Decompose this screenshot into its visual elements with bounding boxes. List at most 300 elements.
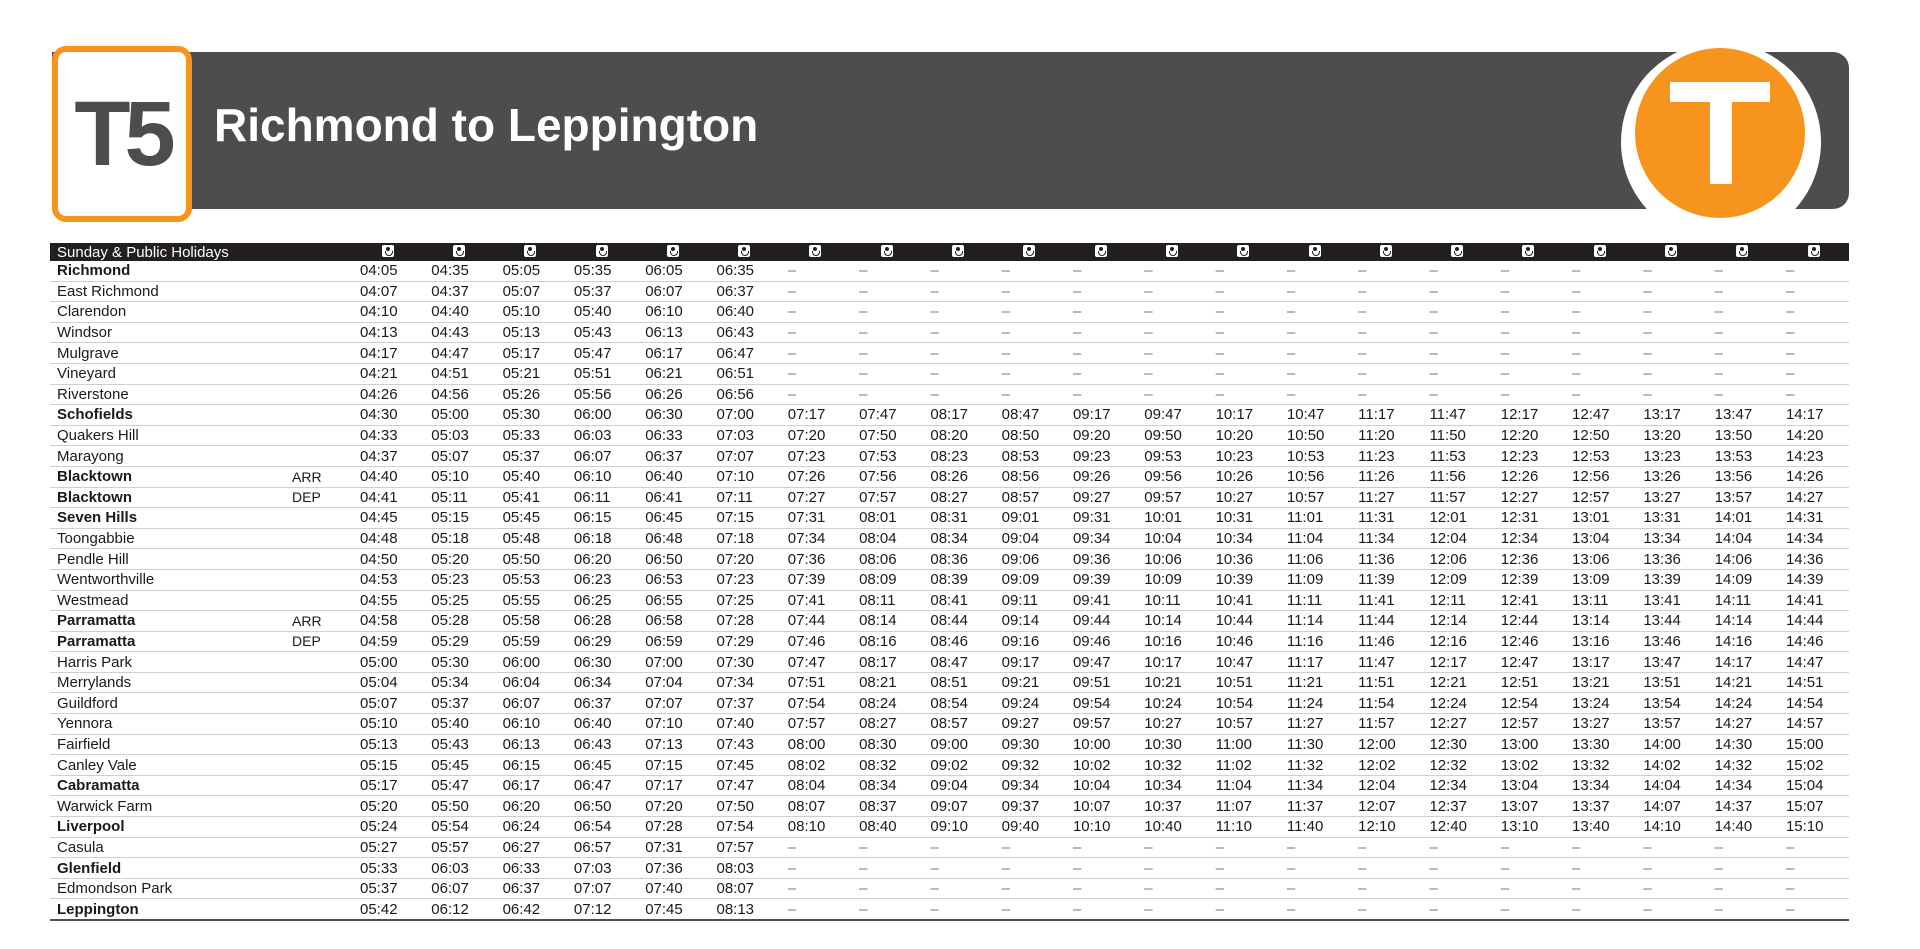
departure-time: – xyxy=(1429,324,1438,342)
departure-time: – xyxy=(1072,303,1082,321)
departure-time: 07:36 xyxy=(645,859,683,877)
departure-time: 06:59 xyxy=(645,632,683,650)
departure-time: 07:00 xyxy=(716,406,755,424)
departure-time: 14:04 xyxy=(1643,777,1681,795)
departure-time: – xyxy=(1358,365,1367,383)
departure-time: 08:02 xyxy=(787,756,826,774)
departure-time: 09:14 xyxy=(1001,612,1040,630)
departure-time: 05:20 xyxy=(360,797,398,815)
departure-time: 07:20 xyxy=(787,427,826,445)
departure-time: 05:30 xyxy=(431,653,469,671)
departure-time: 13:44 xyxy=(1643,612,1681,630)
departure-time: 08:34 xyxy=(859,777,897,795)
departure-time: 07:54 xyxy=(716,818,755,836)
departure-time: – xyxy=(1215,282,1224,300)
arr-dep-label xyxy=(292,837,352,858)
departure-time: 13:47 xyxy=(1714,406,1753,424)
departure-time: 05:45 xyxy=(431,756,469,774)
wheelchair-icon xyxy=(382,245,394,257)
departure-time: 12:31 xyxy=(1500,509,1539,527)
departure-time: 10:21 xyxy=(1144,674,1182,692)
departure-time: 06:15 xyxy=(502,756,541,774)
departure-time: 10:39 xyxy=(1215,571,1254,589)
departure-time: – xyxy=(930,344,939,362)
departure-time: 05:21 xyxy=(502,365,541,383)
departure-time: 06:24 xyxy=(502,818,541,836)
departure-time: – xyxy=(1358,900,1367,918)
departure-time: – xyxy=(930,324,939,342)
wheelchair-accessible-icon xyxy=(708,243,779,261)
departure-time: 15:02 xyxy=(1785,756,1824,774)
wheelchair-icon xyxy=(738,245,750,257)
departure-time: 05:40 xyxy=(573,303,612,321)
departure-time: – xyxy=(1643,900,1652,918)
departure-time: 05:56 xyxy=(573,385,612,403)
departure-time: – xyxy=(1144,303,1153,321)
departure-time: 14:24 xyxy=(1714,694,1753,712)
departure-time: 04:59 xyxy=(360,632,398,650)
departure-time: 05:18 xyxy=(431,530,469,548)
departure-time: – xyxy=(1215,859,1224,877)
arr-dep-label xyxy=(292,755,352,776)
wheelchair-icon xyxy=(1380,245,1392,257)
departure-time: – xyxy=(1144,385,1153,403)
station-name: Westmead xyxy=(57,591,129,609)
arr-dep-label: ARR xyxy=(292,468,322,485)
departure-time: 13:17 xyxy=(1572,653,1610,671)
departure-time: 05:57 xyxy=(431,838,469,856)
arr-dep-label xyxy=(292,425,352,446)
departure-time: 11:11 xyxy=(1286,591,1323,609)
departure-time: 10:34 xyxy=(1215,530,1254,548)
departure-time: – xyxy=(1286,880,1296,898)
departure-time: 05:28 xyxy=(431,612,469,630)
departure-time: – xyxy=(1785,385,1795,403)
departure-time: 11:34 xyxy=(1358,530,1395,548)
departure-time: 13:36 xyxy=(1643,550,1681,568)
departure-time: 11:41 xyxy=(1358,591,1395,609)
departure-time: 14:14 xyxy=(1714,612,1753,630)
wheelchair-icon xyxy=(1309,245,1321,257)
departure-time: 07:04 xyxy=(645,674,683,692)
departure-time: 12:11 xyxy=(1429,591,1466,609)
departure-time: 10:47 xyxy=(1286,406,1325,424)
departure-time: 14:37 xyxy=(1714,797,1753,815)
departure-time: 08:03 xyxy=(716,859,755,877)
departure-time: 05:15 xyxy=(360,756,398,774)
departure-time: – xyxy=(1572,838,1581,856)
departure-time: – xyxy=(1572,385,1581,403)
departure-time: – xyxy=(859,385,868,403)
departure-time: 06:37 xyxy=(573,694,612,712)
departure-time: 07:29 xyxy=(716,632,755,650)
departure-time: 09:47 xyxy=(1144,406,1182,424)
departure-time: 12:00 xyxy=(1358,735,1396,753)
departure-time: 14:30 xyxy=(1714,735,1753,753)
departure-time: 09:24 xyxy=(1001,694,1040,712)
departure-time: 05:00 xyxy=(431,406,469,424)
departure-time: 10:31 xyxy=(1215,509,1254,527)
departure-time: 05:10 xyxy=(502,303,541,321)
departure-time: – xyxy=(1643,282,1652,300)
table-row xyxy=(50,508,1849,529)
departure-time: 11:07 xyxy=(1215,797,1252,815)
departure-time: 10:47 xyxy=(1215,653,1254,671)
departure-time: 05:10 xyxy=(360,715,398,733)
arr-dep-label xyxy=(292,528,352,549)
arr-dep-label: DEP xyxy=(292,489,321,506)
departure-time: – xyxy=(1286,282,1296,300)
departure-time: 07:50 xyxy=(716,797,755,815)
departure-time: 12:37 xyxy=(1429,797,1467,815)
arr-dep-label xyxy=(292,446,352,467)
departure-time: – xyxy=(1286,262,1296,280)
departure-time: 05:50 xyxy=(431,797,469,815)
departure-time: 13:32 xyxy=(1572,756,1610,774)
table-row xyxy=(50,405,1849,426)
table-row xyxy=(50,755,1849,776)
wheelchair-icon xyxy=(1665,245,1677,257)
departure-time: – xyxy=(1643,385,1652,403)
departure-time: – xyxy=(859,900,868,918)
departure-time: 04:05 xyxy=(360,262,398,280)
departure-time: 04:21 xyxy=(360,365,398,383)
departure-time: 10:32 xyxy=(1144,756,1182,774)
departure-time: 11:06 xyxy=(1286,550,1324,568)
station-name: Parramatta xyxy=(57,632,136,650)
wheelchair-icon xyxy=(453,245,465,257)
departure-time: 04:37 xyxy=(431,282,469,300)
departure-time: 13:14 xyxy=(1572,612,1610,630)
departure-time: 14:09 xyxy=(1714,571,1753,589)
departure-time: 10:56 xyxy=(1286,468,1325,486)
departure-time: – xyxy=(1215,385,1224,403)
departure-time: 14:16 xyxy=(1714,632,1753,650)
departure-time: 05:25 xyxy=(431,591,469,609)
departure-time: – xyxy=(1144,365,1153,383)
departure-time: 12:46 xyxy=(1500,632,1539,650)
departure-time: – xyxy=(1358,262,1367,280)
table-row xyxy=(50,343,1849,364)
departure-time: – xyxy=(1286,365,1296,383)
departure-time: 09:04 xyxy=(1001,530,1040,548)
departure-time: – xyxy=(930,838,939,856)
departure-time: – xyxy=(1785,344,1795,362)
departure-time: 04:35 xyxy=(431,262,469,280)
departure-time: – xyxy=(1429,385,1438,403)
table-row xyxy=(50,775,1849,796)
departure-time: 08:46 xyxy=(930,632,968,650)
departure-time: 07:23 xyxy=(716,571,755,589)
departure-time: – xyxy=(787,900,797,918)
departure-time: 06:41 xyxy=(645,488,683,506)
arr-dep-label xyxy=(292,549,352,570)
departure-time: 05:03 xyxy=(431,427,469,445)
departure-time: – xyxy=(859,880,868,898)
departure-time: 14:51 xyxy=(1785,674,1824,692)
timetable-body xyxy=(50,261,1849,920)
departure-time: – xyxy=(1785,282,1795,300)
wheelchair-accessible-icon xyxy=(1279,243,1350,261)
departure-time: 06:48 xyxy=(645,530,683,548)
departure-time: 06:03 xyxy=(573,427,612,445)
departure-time: – xyxy=(1429,282,1438,300)
departure-time: 08:01 xyxy=(859,509,897,527)
departure-time: – xyxy=(1714,859,1723,877)
departure-time: 15:04 xyxy=(1785,777,1824,795)
departure-time: – xyxy=(1358,880,1367,898)
departure-time: 04:51 xyxy=(431,365,469,383)
departure-time: 07:51 xyxy=(787,674,826,692)
departure-time: – xyxy=(930,365,939,383)
arr-dep-label xyxy=(292,405,352,426)
departure-time: – xyxy=(1358,838,1367,856)
departure-time: – xyxy=(787,365,797,383)
departure-time: 06:50 xyxy=(645,550,683,568)
departure-time: 05:10 xyxy=(431,468,469,486)
departure-time: – xyxy=(1572,324,1581,342)
table-row xyxy=(50,878,1849,899)
departure-time: – xyxy=(1500,880,1510,898)
departure-time: – xyxy=(787,859,797,877)
departure-time: 12:07 xyxy=(1358,797,1396,815)
departure-time: – xyxy=(1785,303,1795,321)
departure-time: 12:14 xyxy=(1429,612,1467,630)
station-name: Glenfield xyxy=(57,859,122,877)
departure-time: 10:01 xyxy=(1144,509,1182,527)
departure-time: 09:26 xyxy=(1072,468,1111,486)
departure-time: 08:04 xyxy=(859,530,897,548)
departure-time: 11:44 xyxy=(1358,612,1395,630)
departure-time: 06:07 xyxy=(573,447,612,465)
departure-time: 08:41 xyxy=(930,591,968,609)
departure-time: 05:37 xyxy=(573,282,612,300)
table-row xyxy=(50,302,1849,323)
departure-time: – xyxy=(859,344,868,362)
departure-time: – xyxy=(1358,324,1367,342)
departure-time: 14:07 xyxy=(1643,797,1681,815)
departure-time: 10:17 xyxy=(1215,406,1254,424)
departure-time: 04:33 xyxy=(360,427,398,445)
departure-time: 14:31 xyxy=(1785,509,1824,527)
departure-time: 08:57 xyxy=(1001,488,1040,506)
departure-time: 08:11 xyxy=(859,591,896,609)
departure-time: – xyxy=(1500,838,1510,856)
departure-time: 05:30 xyxy=(502,406,541,424)
departure-time: – xyxy=(1785,838,1795,856)
departure-time: 11:57 xyxy=(1429,488,1466,506)
departure-time: 11:27 xyxy=(1286,715,1324,733)
departure-time: 05:48 xyxy=(502,530,541,548)
wheelchair-accessible-icon xyxy=(1136,243,1207,261)
departure-time: 14:44 xyxy=(1785,612,1824,630)
station-name: Toongabbie xyxy=(57,530,135,548)
wheelchair-icon xyxy=(1522,245,1534,257)
departure-time: 14:36 xyxy=(1785,550,1824,568)
departure-time: – xyxy=(1643,324,1652,342)
station-name: Mulgrave xyxy=(57,344,119,362)
departure-time: 04:41 xyxy=(360,488,398,506)
departure-time: 07:07 xyxy=(573,880,612,898)
departure-time: – xyxy=(859,262,868,280)
departure-time: 07:45 xyxy=(716,756,755,774)
departure-time: – xyxy=(1286,859,1296,877)
departure-time: 07:20 xyxy=(645,797,683,815)
departure-time: 05:41 xyxy=(502,488,541,506)
departure-time: 08:26 xyxy=(930,468,968,486)
departure-time: – xyxy=(930,303,939,321)
departure-time: 10:37 xyxy=(1144,797,1182,815)
departure-time: 10:46 xyxy=(1215,632,1254,650)
station-name: Riverstone xyxy=(57,385,129,403)
station-name: Wentworthville xyxy=(57,571,155,589)
departure-time: 11:53 xyxy=(1429,447,1466,465)
departure-time: – xyxy=(1001,324,1011,342)
station-name: Edmondson Park xyxy=(57,880,173,898)
departure-time: 08:47 xyxy=(930,653,968,671)
departure-time: 12:40 xyxy=(1429,818,1467,836)
departure-time: 13:21 xyxy=(1572,674,1610,692)
departure-time: – xyxy=(930,385,939,403)
departure-time: 07:07 xyxy=(716,447,755,465)
departure-time: 07:23 xyxy=(787,447,826,465)
departure-time: – xyxy=(1144,859,1153,877)
departure-time: 04:10 xyxy=(360,303,398,321)
departure-time: 10:09 xyxy=(1144,571,1182,589)
departure-time: 12:27 xyxy=(1500,488,1539,506)
wheelchair-accessible-icon xyxy=(352,243,423,261)
departure-time: 10:02 xyxy=(1072,756,1111,774)
departure-time: 10:23 xyxy=(1215,447,1254,465)
departure-time: 14:27 xyxy=(1714,715,1753,733)
departure-time: 07:44 xyxy=(787,612,826,630)
departure-time: 07:43 xyxy=(716,735,755,753)
departure-time: 09:07 xyxy=(930,797,968,815)
departure-time: 06:40 xyxy=(645,468,683,486)
departure-time: 13:41 xyxy=(1643,591,1681,609)
departure-time: 06:43 xyxy=(716,324,755,342)
departure-time: 14:46 xyxy=(1785,632,1824,650)
departure-time: – xyxy=(1072,880,1082,898)
departure-time: 14:26 xyxy=(1785,468,1824,486)
departure-time: 06:30 xyxy=(645,406,683,424)
departure-time: 13:46 xyxy=(1643,632,1681,650)
departure-time: – xyxy=(1215,324,1224,342)
departure-time: 05:13 xyxy=(502,324,541,342)
departure-time: – xyxy=(1144,282,1153,300)
departure-time: 07:28 xyxy=(645,818,683,836)
departure-time: 05:15 xyxy=(431,509,469,527)
departure-time: – xyxy=(1714,262,1723,280)
departure-time: – xyxy=(1072,859,1082,877)
departure-time: 09:06 xyxy=(1001,550,1040,568)
departure-time: – xyxy=(930,900,939,918)
wheelchair-icon xyxy=(952,245,964,257)
departure-time: 13:10 xyxy=(1500,818,1539,836)
departure-time: 13:01 xyxy=(1572,509,1610,527)
departure-time: 05:27 xyxy=(360,838,398,856)
departure-time: 12:24 xyxy=(1429,694,1467,712)
departure-time: – xyxy=(1572,900,1581,918)
departure-time: 11:57 xyxy=(1358,715,1395,733)
departure-time: 10:11 xyxy=(1144,591,1181,609)
departure-time: – xyxy=(787,385,797,403)
departure-time: 06:00 xyxy=(502,653,541,671)
departure-time: 04:58 xyxy=(360,612,398,630)
departure-time: – xyxy=(1714,900,1723,918)
departure-time: 07:17 xyxy=(787,406,826,424)
departure-time: 12:17 xyxy=(1429,653,1467,671)
departure-time: 06:17 xyxy=(502,777,541,795)
wheelchair-accessible-icon xyxy=(423,243,494,261)
departure-time: 05:17 xyxy=(360,777,398,795)
departure-time: 05:43 xyxy=(573,324,612,342)
departure-time: 08:24 xyxy=(859,694,897,712)
arr-dep-label xyxy=(292,858,352,879)
departure-time: 12:41 xyxy=(1500,591,1539,609)
departure-time: 12:30 xyxy=(1429,735,1467,753)
arr-dep-label xyxy=(292,302,352,323)
departure-time: 10:17 xyxy=(1144,653,1182,671)
departure-time: 10:04 xyxy=(1144,530,1182,548)
departure-time: 06:10 xyxy=(502,715,541,733)
departure-time: – xyxy=(930,859,939,877)
wheelchair-icon xyxy=(1237,245,1249,257)
departure-time: 06:07 xyxy=(502,694,541,712)
departure-time: 10:57 xyxy=(1286,488,1325,506)
departure-time: 07:47 xyxy=(859,406,897,424)
departure-time: 09:41 xyxy=(1072,591,1111,609)
departure-time: 07:37 xyxy=(716,694,755,712)
departure-time: 09:34 xyxy=(1072,530,1111,548)
departure-time: – xyxy=(1001,303,1011,321)
table-row xyxy=(50,487,1849,508)
departure-time: 12:20 xyxy=(1500,427,1539,445)
departure-time: 10:27 xyxy=(1144,715,1182,733)
wheelchair-accessible-icon xyxy=(851,243,922,261)
departure-time: 11:50 xyxy=(1429,427,1466,445)
departure-time: 11:34 xyxy=(1286,777,1324,795)
departure-time: – xyxy=(1429,365,1438,383)
station-name: Vineyard xyxy=(57,365,116,383)
departure-time: 06:10 xyxy=(573,468,612,486)
departure-time: 06:25 xyxy=(573,591,612,609)
departure-time: 13:04 xyxy=(1572,530,1610,548)
arr-dep-label xyxy=(292,878,352,899)
table-row xyxy=(50,652,1849,673)
departure-time: 08:50 xyxy=(1001,427,1040,445)
departure-time: 14:40 xyxy=(1714,818,1753,836)
departure-time: 07:28 xyxy=(716,612,755,630)
route-badge xyxy=(52,46,192,222)
departure-time: 15:10 xyxy=(1785,818,1824,836)
station-name: Yennora xyxy=(57,715,113,733)
departure-time: – xyxy=(1429,303,1438,321)
departure-time: 09:23 xyxy=(1072,447,1111,465)
departure-time: 14:11 xyxy=(1714,591,1752,609)
departure-time: 12:01 xyxy=(1429,509,1467,527)
departure-time: 07:46 xyxy=(787,632,826,650)
departure-time: 12:54 xyxy=(1500,694,1539,712)
departure-time: 14:39 xyxy=(1785,571,1824,589)
departure-time: – xyxy=(1072,900,1082,918)
departure-time: 04:53 xyxy=(360,571,398,589)
departure-time: – xyxy=(1785,324,1795,342)
departure-time: 04:48 xyxy=(360,530,398,548)
table-row xyxy=(50,446,1849,467)
wheelchair-accessible-icon xyxy=(637,243,708,261)
departure-time: 06:27 xyxy=(502,838,541,856)
